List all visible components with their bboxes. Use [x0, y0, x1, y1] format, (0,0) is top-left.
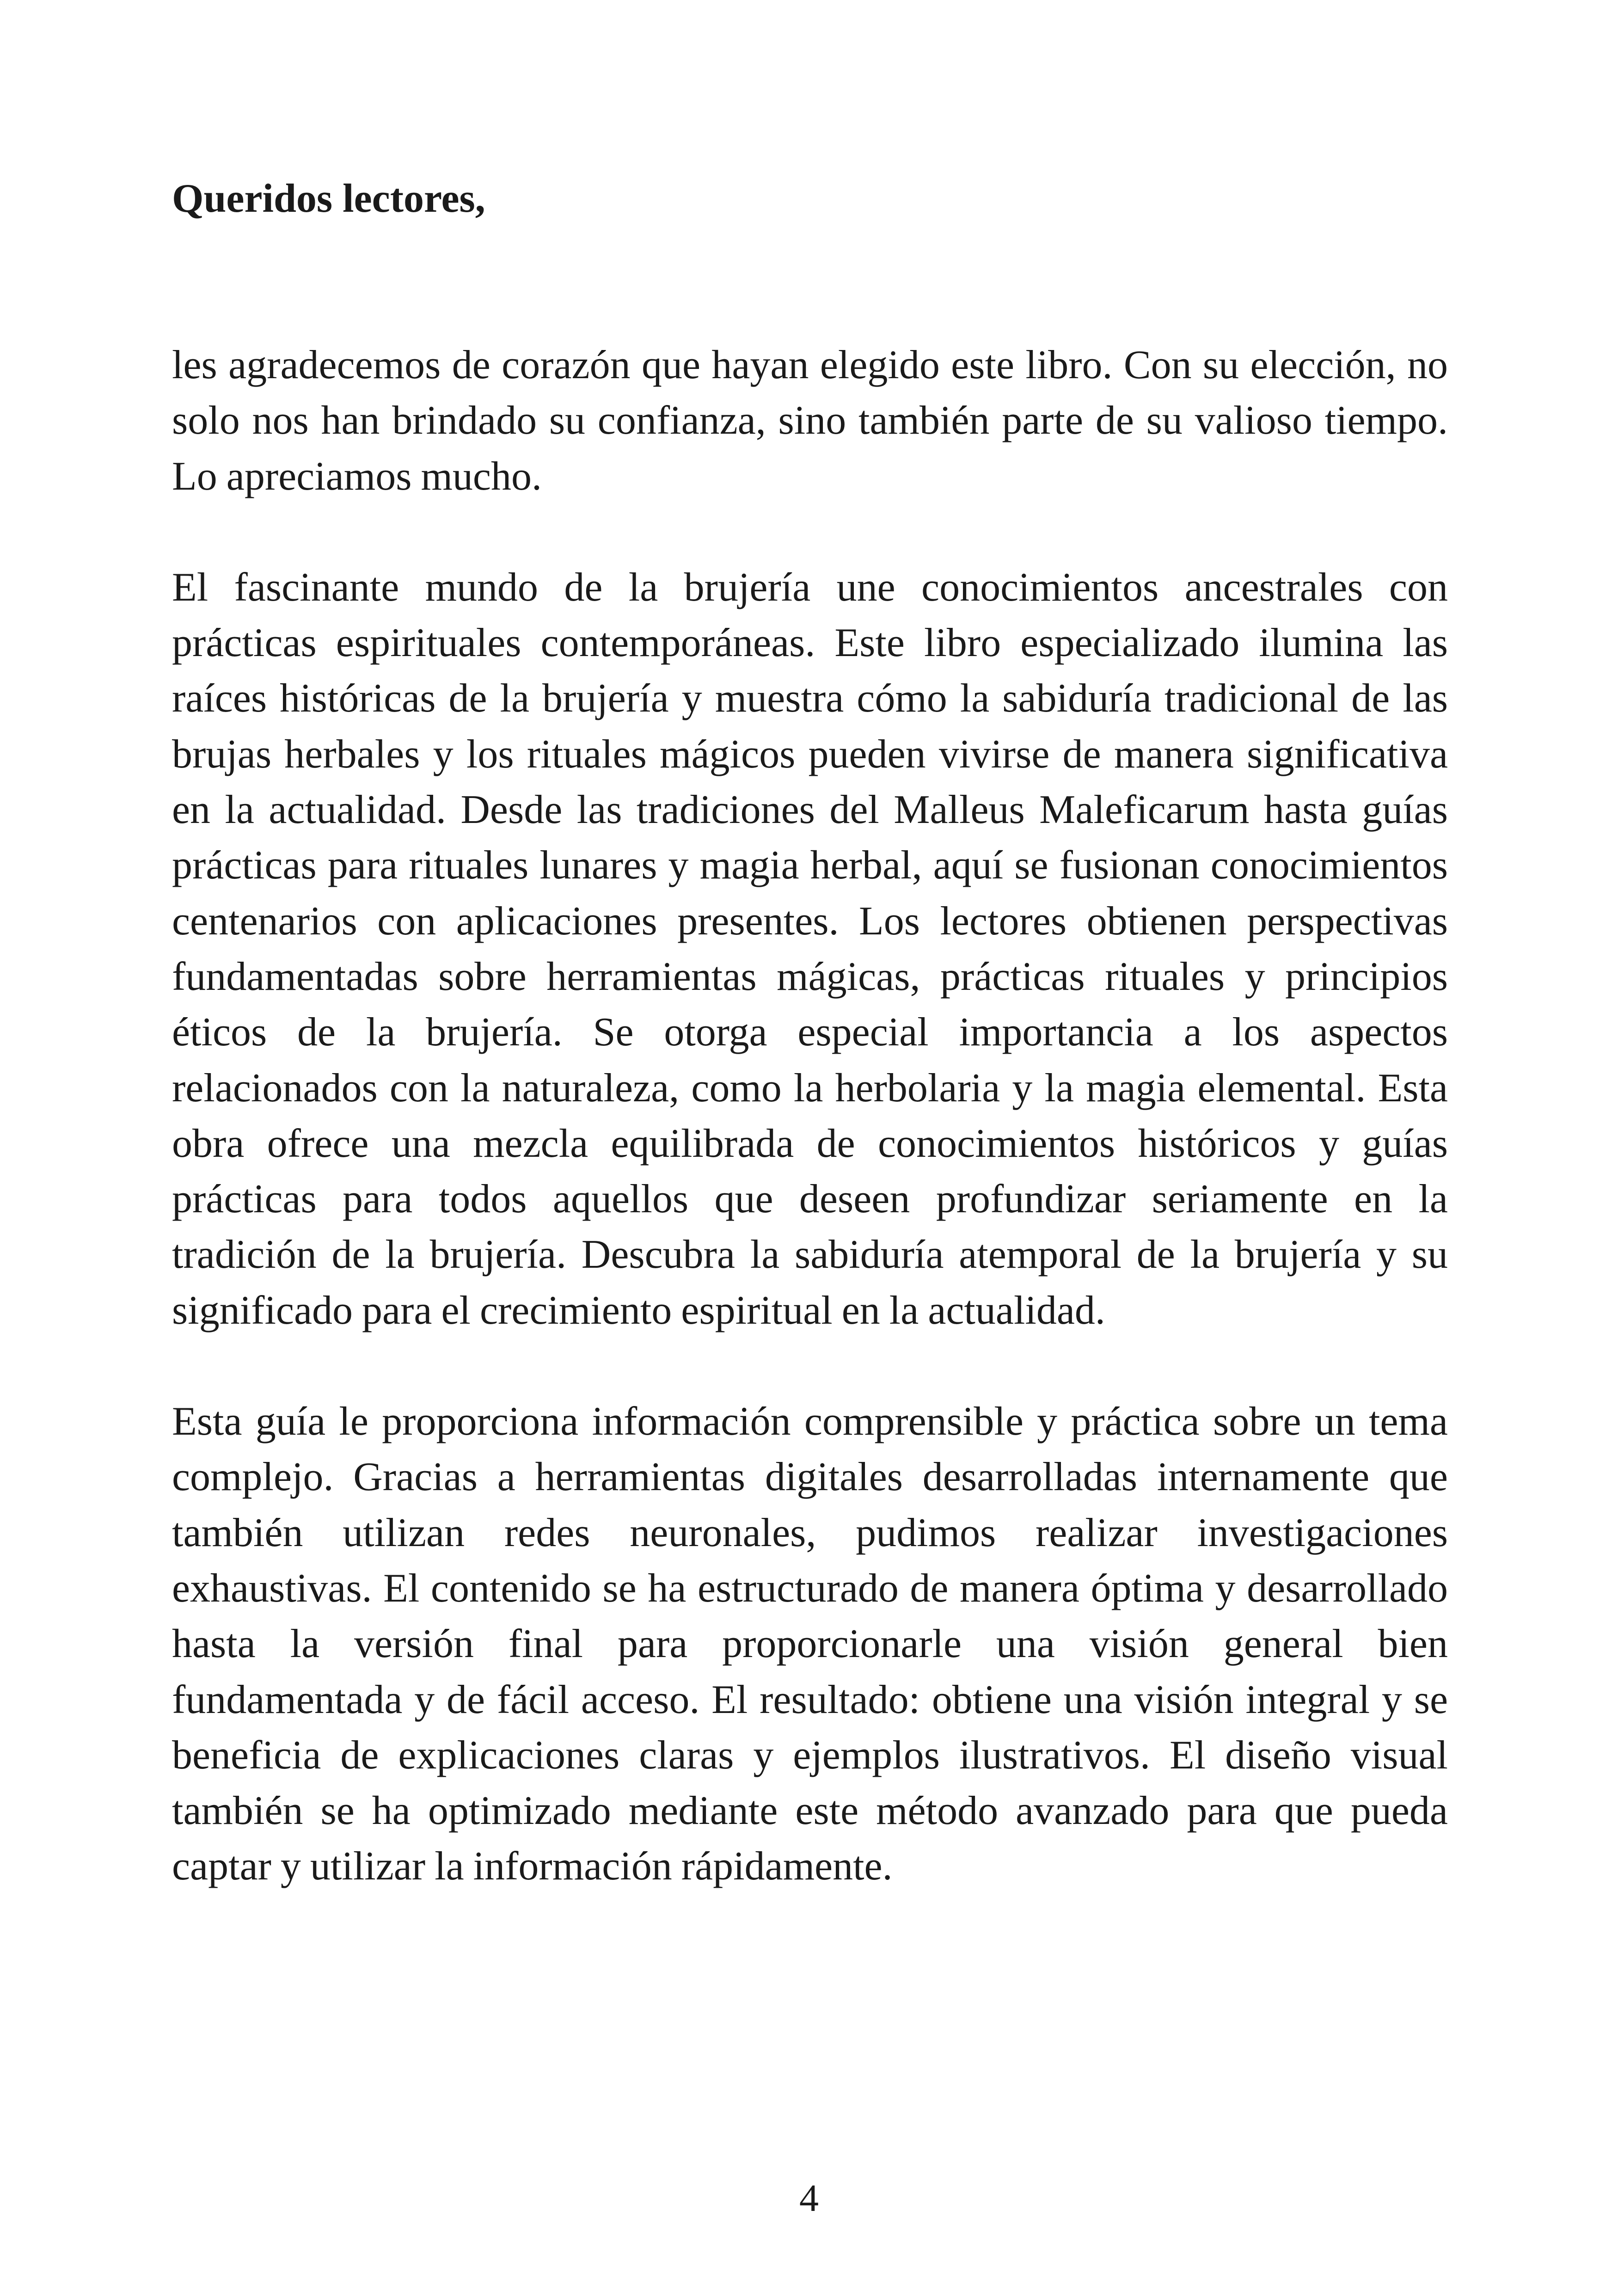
paragraph-guide-method: Esta guía le proporciona información comprensible y práctica sobre un tema complejo. Gracias a herramientas digitales desarrolladas internamente que también utilizan redes neuronales, pudimos realizar investigaciones exhaustivas. El contenido se ha estructurado de manera óptima y desarrollado hasta la versión final para proporcionarle una visión general bien fundamentada y de fácil acceso. El resultado: obtiene una visión integral y se beneficia de explicaciones claras y ejemplos ilustrativos. El diseño visual también se ha optimizado mediante este método avanzado para que pueda captar y utilizar la información rápidamente.: [172, 1399, 1448, 1889]
greeting-heading: Queridos lectores,: [172, 176, 485, 221]
body-text: [172, 338, 1448, 1950]
paragraph-thanks: les agradecemos de corazón que hayan elegido este libro. Con su elección, no solo nos han brindado su confianza, sino también parte de su valioso tiempo. Lo apreciamos mucho.: [172, 343, 1448, 499]
page-number: 4: [799, 2177, 819, 2220]
paragraph-book-description: El fascinante mundo de la brujería une conocimientos ancestrales con prácticas espirituales contemporáneas. Este libro especializado ilumina las raíces históricas de la brujería y muestra cómo la sabiduría tradicional de las brujas herbales y los rituales mágicos pueden vivirse de manera significativa en la actualidad. Desde las tradiciones del Malleus Maleficarum hasta guías prácticas para rituales lunares y magia herbal, aquí se fusionan conocimientos centenarios con aplicaciones presentes. Los lectores obtienen perspectivas fundamentadas sobre herramientas mágicas, prácticas rituales y principios éticos de la brujería. Se otorga especial importancia a los aspectos relacionados con la naturaleza, como la herbolaria y la magia elemental. Esta obra ofrece una mezcla equilibrada de conocimientos históricos y guías prácticas para todos aquellos que deseen profundizar seriamente en la tradición de la brujería. Descubra la sabiduría atemporal de la brujería y su significado para el crecimiento espiritual en la actualidad.: [172, 565, 1448, 1333]
